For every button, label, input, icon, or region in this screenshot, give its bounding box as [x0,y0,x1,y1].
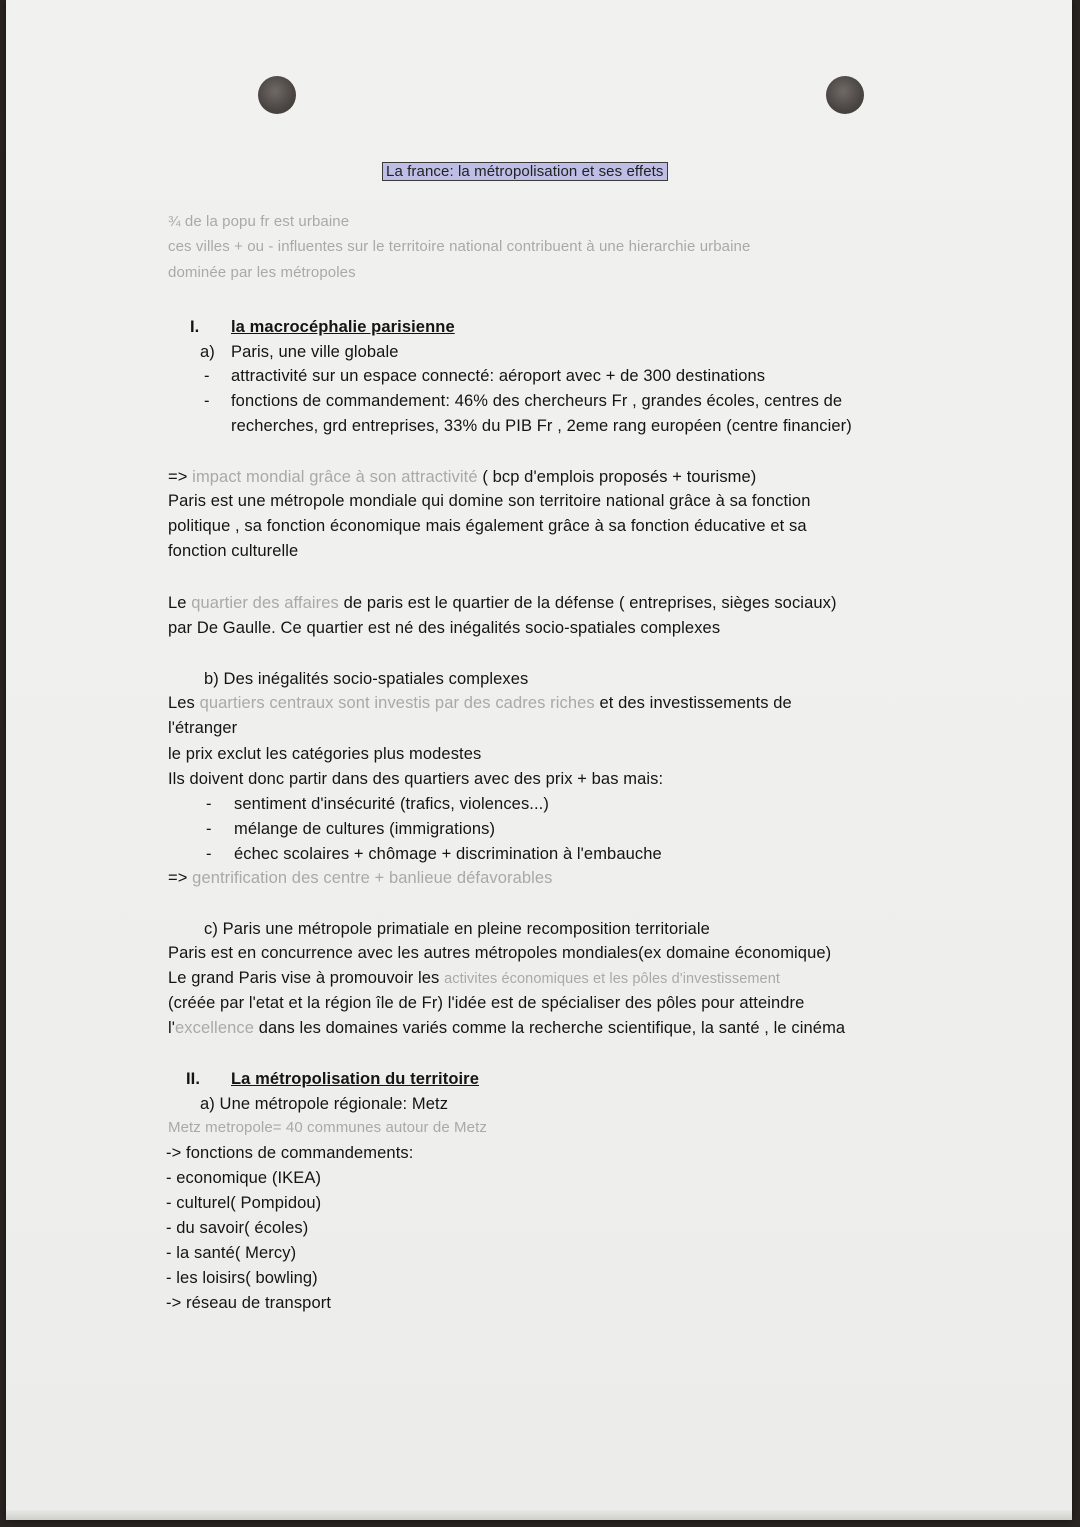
b-rest: et des investissements de [599,694,792,712]
bullet-echec: échec scolaires + chômage + discrimination à l'embauche [234,845,662,863]
function-economique: - economique (IKEA) [166,1169,322,1187]
c-line-2-start: Le grand Paris vise à promouvoir les [168,969,440,987]
intro-line-3: dominée par les métropoles [168,264,356,281]
page-title: La france: la métropolisation et ses effets [382,162,668,181]
c-line-4-apostrophe: l' [168,1019,176,1037]
bullet-dash: - [206,845,212,863]
b-faded: quartiers centraux sont investis par des cadres riches [199,694,595,712]
paragraph-c-line-2 [168,969,780,988]
notebook-page [6,0,1072,1520]
function-loisirs: - les loisirs( bowling) [166,1269,318,1287]
paragraph-b-line-3: le prix exclut les catégories plus modestes [168,745,482,763]
paragraph-defense-line-2: par De Gaulle. Ce quartier est né des inégalités socio-spatiales complexes [168,619,721,637]
bullet-dash: - [206,820,212,838]
bullet-dash: - [206,795,212,813]
bullet-fonctions-line-2: recherches, grd entreprises, 33% du PIB Fr , 2eme rang européen (centre financier) [231,417,852,435]
intro-line-1: ¾ de la popu fr est urbaine [168,213,350,230]
functions-title: -> fonctions de commandements: [166,1144,414,1162]
arrow: => [168,869,188,887]
punch-hole-left [258,76,296,114]
subsection-1b-title: b) Des inégalités socio-spatiales complexes [204,670,529,688]
paragraph-defense-line-1 [168,594,837,613]
paragraph-paris-line-1: Paris est une métropole mondiale qui domine son territoire national grâce à sa fonction [168,492,811,510]
section-2-numeral: II. [186,1070,201,1088]
metz-definition: Metz metropole= 40 communes autour de Metz [168,1119,487,1136]
paragraph-c-line-1: Paris est en concurrence avec les autres métropoles mondiales(ex domaine économique) [168,944,832,962]
arrow: => [168,468,188,486]
word-les: Les [168,694,195,712]
c-line-4-rest: dans les domaines variés comme la recherche scientifique, la santé , le cinéma [258,1019,846,1037]
paragraph-c-line-4 [168,1019,845,1038]
paragraph-paris-line-2: politique , sa fonction économique mais également grâce à sa fonction éducative et sa [168,517,807,535]
c-line-2-faded: activites économiques et les pôles d'investissement [444,971,780,987]
punch-hole-right [826,76,864,114]
subsection-2a-title: a) Une métropole régionale: Metz [200,1095,449,1113]
gentrification-line [168,869,553,888]
gentrification-faded: gentrification des centre + banlieue défavorables [192,869,553,887]
section-1-heading: la macrocéphalie parisienne [231,318,455,336]
bullet-attractivite: attractivité sur un espace connecté: aéroport avec + de 300 destinations [231,367,766,385]
bullet-insecurite: sentiment d'insécurité (trafics, violences...) [234,795,549,813]
paragraph-b-line-1 [168,694,792,713]
transport-line: -> réseau de transport [166,1294,332,1312]
bullet-dash: - [204,392,210,410]
paragraph-b-line-4: Ils doivent donc partir dans des quartiers avec des prix + bas mais: [168,770,664,788]
impact-faded: impact mondial grâce à son attractivité [192,468,478,486]
function-culturel: - culturel( Pompidou) [166,1194,322,1212]
bullet-fonctions-line-1: fonctions de commandement: 46% des chercheurs Fr , grandes écoles, centres de [231,392,843,410]
subsection-1c-title: c) Paris une métropole primatiale en pleine recomposition territoriale [204,920,710,938]
c-line-4-faded: excellence [175,1019,254,1037]
paragraph-c-line-3: (créée par l'etat et la région île de Fr) l'idée est de spécialiser des pôles pour atteindre [168,994,805,1012]
function-savoir: - du savoir( écoles) [166,1219,309,1237]
function-sante: - la santé( Mercy) [166,1244,297,1262]
intro-line-2: ces villes + ou - influentes sur le territoire national contribuent à une hierarchie urbaine [168,238,751,255]
defense-rest: de paris est le quartier de la défense ( entreprises, sièges sociaux) [343,594,837,612]
subsection-1a-label: a) [200,343,215,361]
bullet-cultures: mélange de cultures (immigrations) [234,820,496,838]
paragraph-b-line-2: l'étranger [168,719,238,737]
section-1-numeral: I. [190,318,200,336]
impact-line [168,468,756,487]
subsection-1a-title: Paris, une ville globale [231,343,399,361]
page-bottom-edge [6,1510,1072,1520]
impact-detail: ( bcp d'emplois proposés + tourisme) [482,468,757,486]
word-le: Le [168,594,187,612]
bullet-dash: - [204,367,210,385]
section-2-heading: La métropolisation du territoire [231,1070,479,1088]
paragraph-paris-line-3: fonction culturelle [168,542,299,560]
defense-faded: quartier des affaires [191,594,339,612]
